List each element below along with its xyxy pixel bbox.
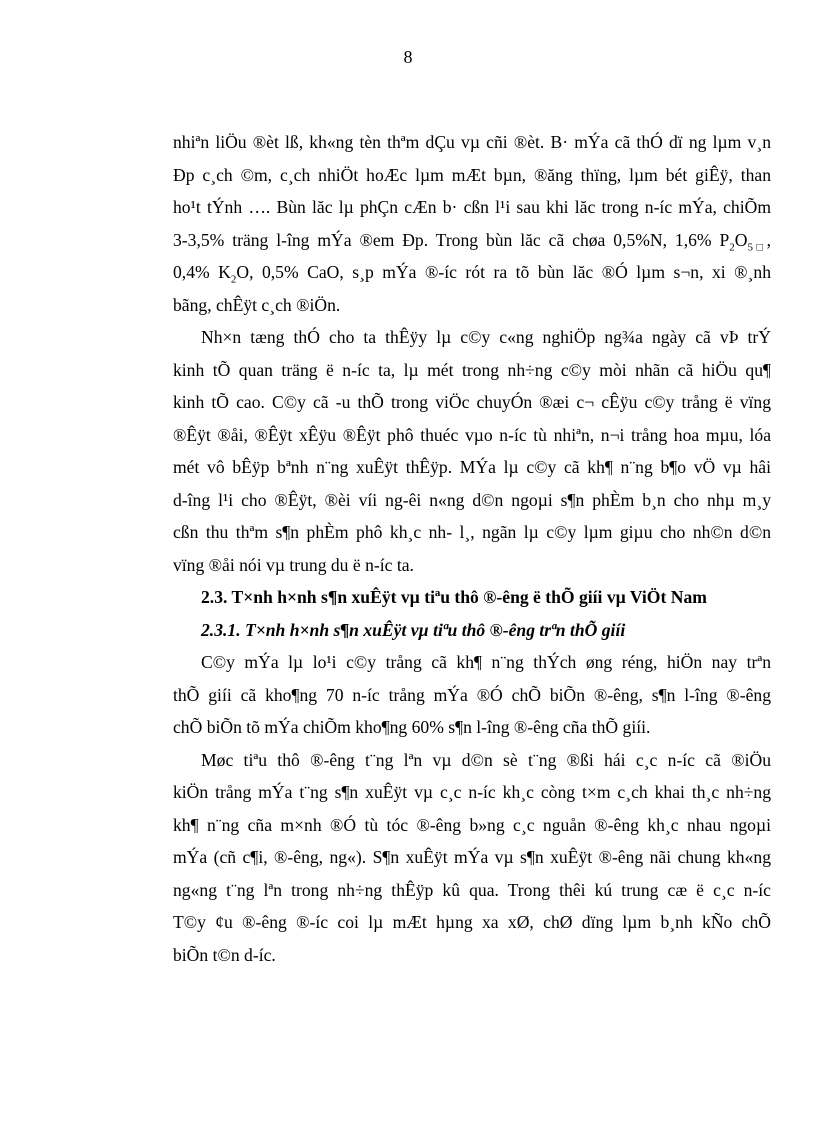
text-line: mÝa (cñ c¶i, ®-êng, ng«). S¶n xuÊÿt mÝa vµ s¶n xuÊÿt ®-êng nãi chung kh«ng xyxy=(173,847,771,867)
text-line: ho¹t tÝnh …. Bùn lăc lµ phÇn cÆn b· cßn l¹i sau khi lăc trong n-íc mÝa, chiÕm xyxy=(173,197,771,217)
text-line: d-îng l¹i cho ®Êÿt, ®èi víi ng-êi n«ng d©n ngoµi s¶n phÈm b¸n cho nhµ m¸y xyxy=(173,489,771,510)
text-line: nhiªn liÖu ®èt lß, kh«ng tèn thªm dÇu vµ cñi ®èt. B· mÝa cã thÓ dï ng lµm v¸n xyxy=(173,132,771,152)
text-line: C©y mÝa lµ lo¹i c©y trång cã kh¶ n¨ng thÝch øng réng, hiÖn nay trªn xyxy=(201,652,771,672)
text-segment: 3-3,5% träng l-îng mÝa ®em Ðp. Trong bùn lăc cã chøa 0,5%N, 1,6% P xyxy=(173,229,730,250)
text-line: ®Êÿt ®åi, ®Êÿt xÊÿu ®Êÿt phô thuéc vµo n-íc tù nhiªn, n¬i trång hoa mµu, lóa xyxy=(173,424,771,445)
text-line-with-formula xyxy=(173,256,771,289)
document-body xyxy=(173,126,771,971)
text-line: chÕ biÕn tõ mÝa chiÕm kho¶ng 60% s¶n l-îng ®-êng cña thÕ giíi. xyxy=(173,717,651,737)
text-line: ng«ng t¨ng lªn trong nh÷ng thÊÿp kû qua. Trong thêi kú trung cæ ë c¸c n-íc xyxy=(173,879,771,900)
text-line: biÕn t©n d-íc. xyxy=(173,944,276,965)
subscript: 5□ xyxy=(747,241,767,254)
subsection-heading: 2.3.1. T×nh h×nh s¶n xuÊÿt vµ tiªu thô ®-êng trªn thÕ giíi xyxy=(201,619,626,640)
text-line: Ðp c¸ch ©m, c¸ch nhiÖt hoÆc lµm mÆt bµn, ®ăng thïng, lµm bét giÊÿ, than xyxy=(173,164,771,185)
text-line-with-formula xyxy=(173,224,771,257)
text-segment: 0,4% K xyxy=(173,262,231,282)
text-line: cßn thu thªm s¶n phÈm phô kh¸c nh- l¸, ngãn lµ c©y lµm giµu cho nh©n d©n xyxy=(173,522,771,542)
paragraph-consumption xyxy=(173,744,771,972)
text-segment: O xyxy=(734,229,748,250)
text-line: T©y ¢u ®-êng ®-íc coi lµ mÆt hµng xa xØ, chØ dïng lµm b¸nh kÑo chÕ xyxy=(173,912,771,932)
text-line: Nh×n tæng thÓ cho ta thÊÿy lµ c©y c«ng nghiÖp ng¾a ngày cã vÞ trÝ xyxy=(201,327,771,347)
text-line: kiÖn trång mÝa t¨ng s¶n xuÊÿt vµ c¸c n-íc kh¸c còng t×m c¸ch khai th¸c nh÷ng xyxy=(173,782,771,802)
paragraph-overview xyxy=(173,321,771,581)
text-segment: O, 0,5% CaO, s¸p mÝa ®-íc rót ra tõ bùn lăc ®Ó lµm s¬n, xi ®¸nh xyxy=(236,262,771,282)
text-line: bãng, chÊÿt c¸ch ®iÖn. xyxy=(173,294,341,315)
text-line: kinh tÕ cao. C©y cã -u thÕ trong viÖc chuyÓn ®æi c¬ cÊÿu c©y trång ë vïng xyxy=(173,392,771,412)
text-segment: , xyxy=(766,229,771,250)
paragraph-intro xyxy=(173,126,771,321)
page-number: 8 xyxy=(403,47,413,67)
section-heading: 2.3. T×nh h×nh s¶n xuÊÿt vµ tiªu thô ®-êng ë thÕ giíi vµ ViÖt Nam xyxy=(201,587,707,607)
text-line: thÕ giíi cã kho¶ng 70 n-íc trång mÝa ®Ó chÕ biÕn ®-êng, s¶n l-îng ®-êng xyxy=(173,684,771,705)
paragraph-world-production xyxy=(173,646,771,744)
text-line: Møc tiªu thô ®-êng t¨ng lªn vµ d©n sè t¨ng ®ßi hái c¸c n-íc cã ®iÖu xyxy=(201,749,771,770)
text-line: kh¶ n¨ng cña m×nh ®Ó tù tóc ®-êng b»ng c¸c nguån ®-êng kh¸c nhau ngoµi xyxy=(173,814,771,835)
subscript: 2 xyxy=(230,273,237,286)
text-line: kinh tÕ quan träng ë n-íc ta, lµ mét trong nh÷ng c©y mòi nhãn cã hiÖu qu¶ xyxy=(173,359,771,380)
subscript: 2 xyxy=(729,241,735,254)
text-line: vïng ®åi nói vµ trung du ë n-íc ta. xyxy=(173,554,414,575)
text-line: mét vô bÊÿp bªnh n¨ng xuÊÿt thÊÿp. MÝa lµ c©y cã kh¶ n¨ng b¶o vÖ vµ hâi xyxy=(173,457,771,477)
